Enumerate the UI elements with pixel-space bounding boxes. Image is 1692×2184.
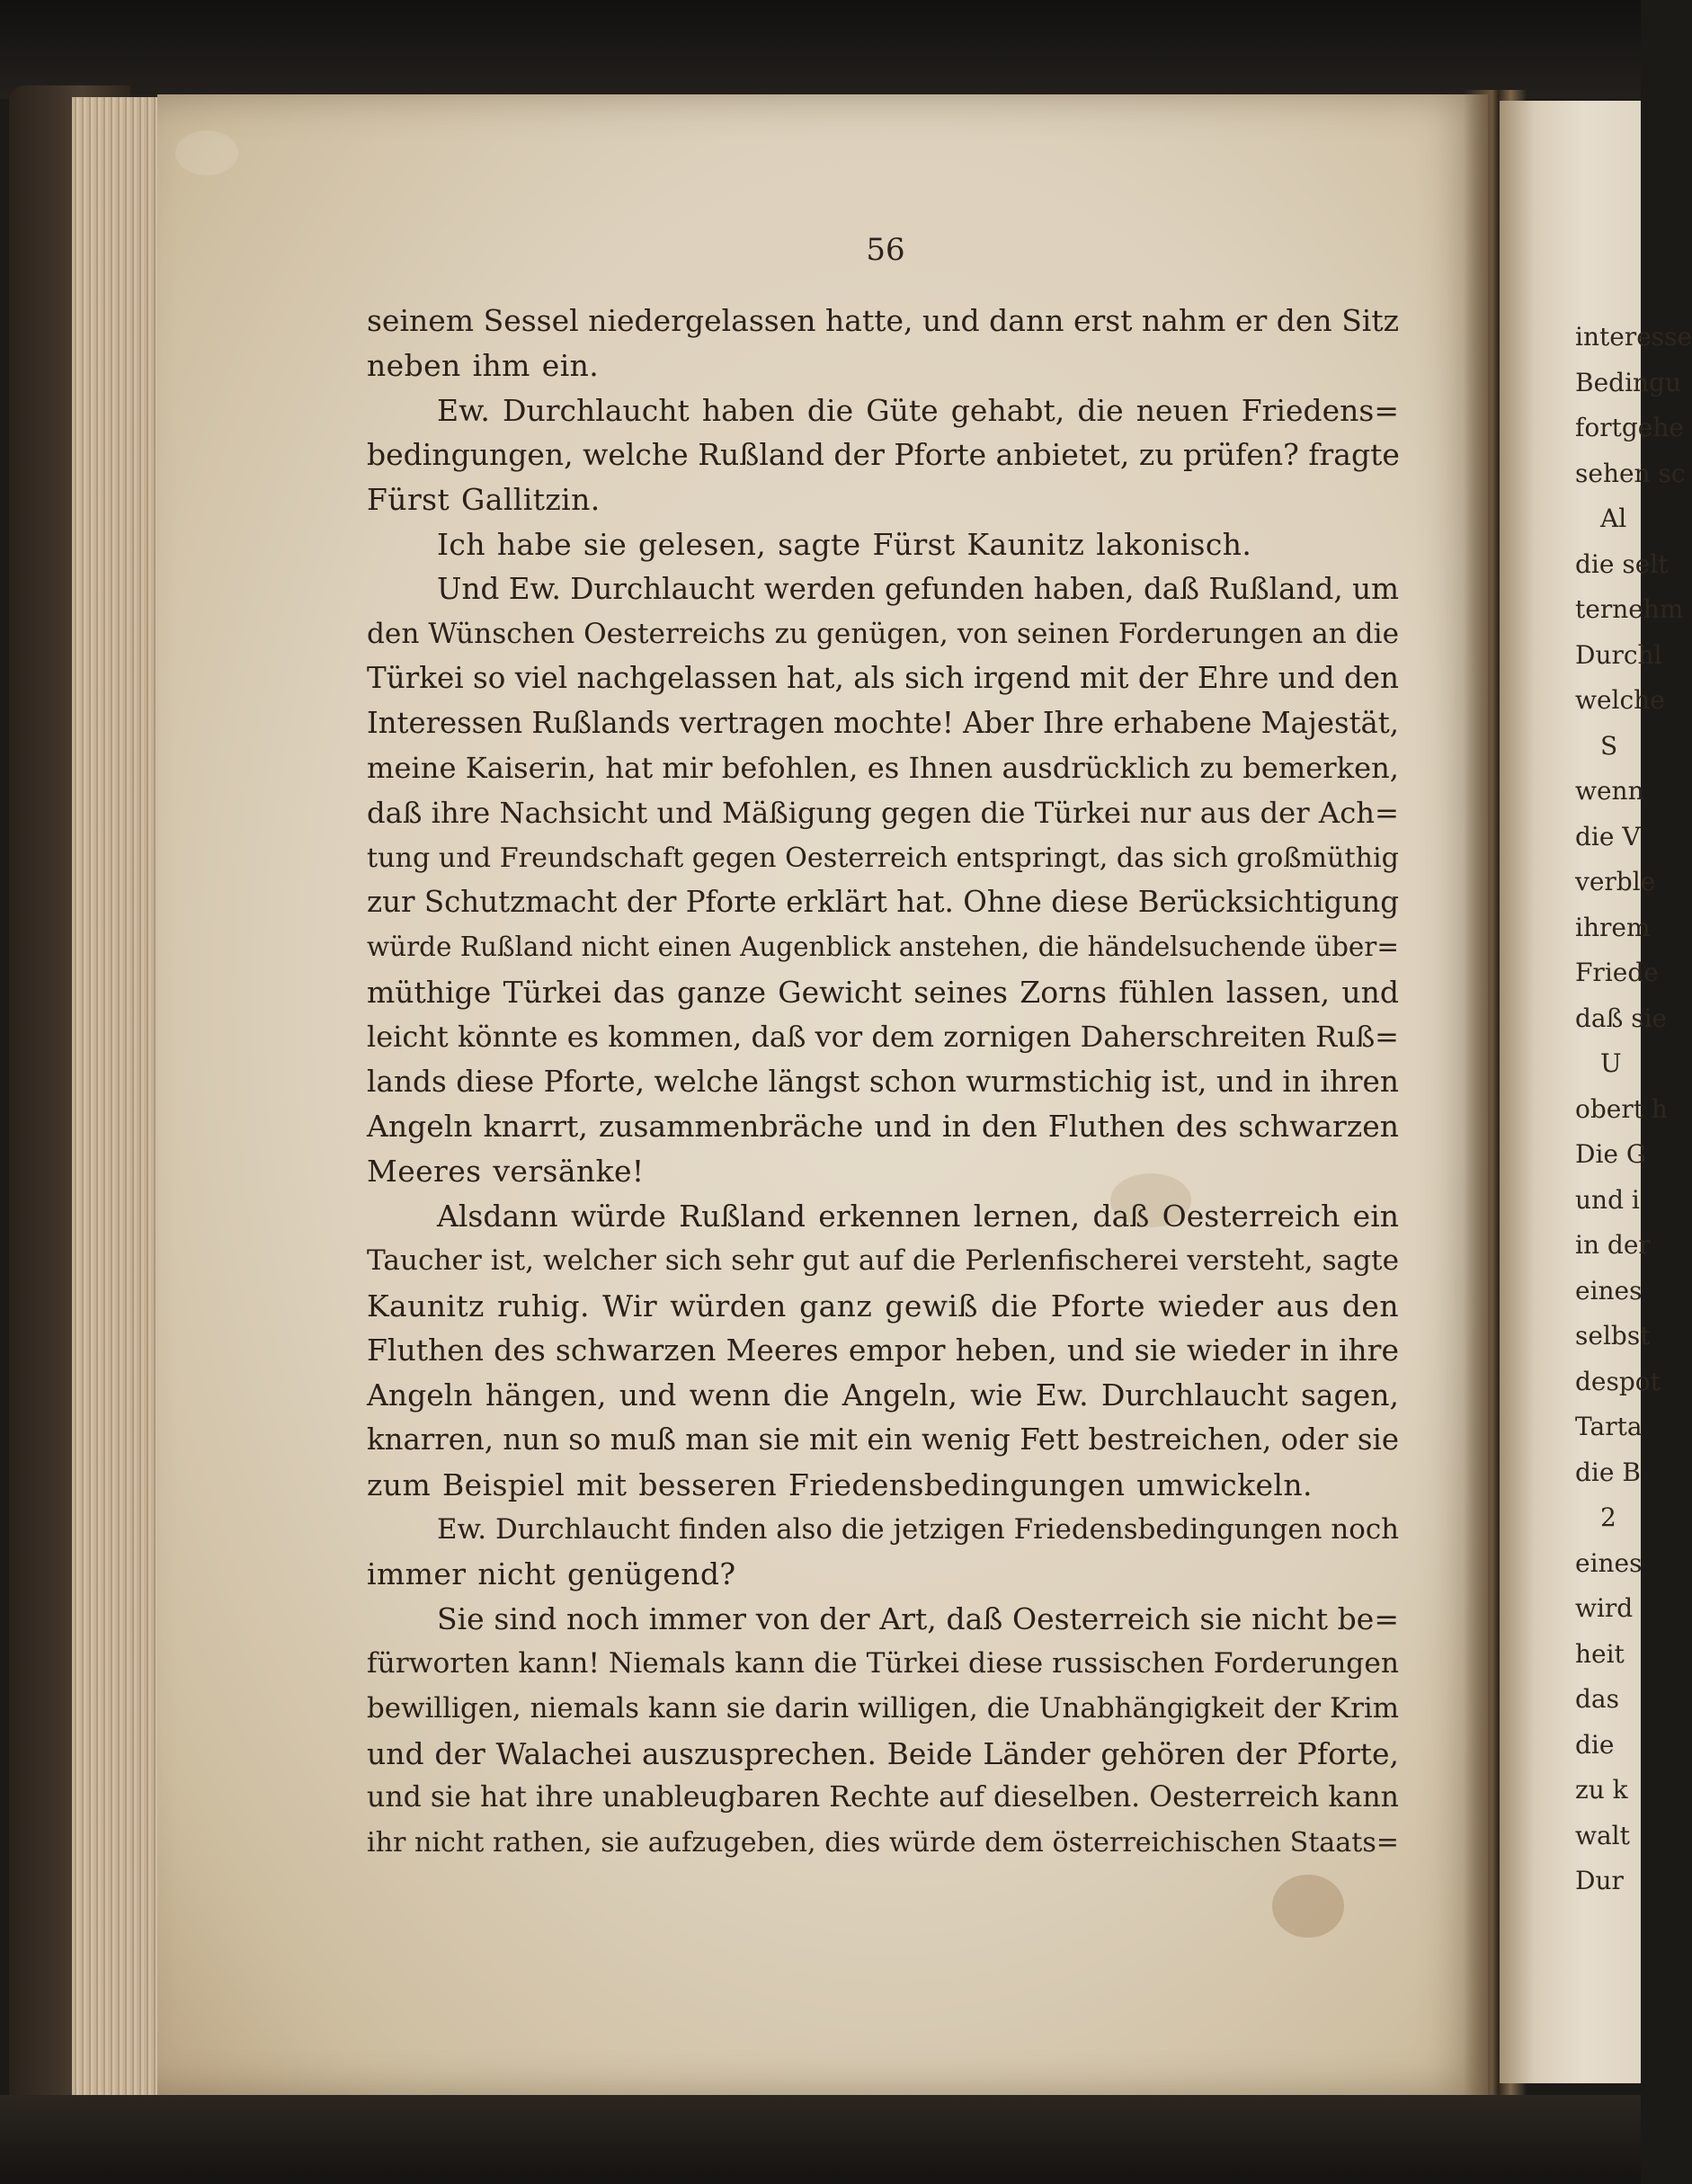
fragment-line: wird [1575,1593,1634,1623]
text-line: und sie hat ihre unableugbaren Rechte auf dieselben. Oesterreich kann [367,1781,1399,1814]
fragment-line: und i [1575,1184,1640,1215]
page-number: 56 [866,232,905,268]
text-line: Fluthen des schwarzen Meeres empor heben, und sie wieder in ihre [367,1333,1399,1368]
text-line: ihr nicht rathen, sie aufzugeben, dies würde dem österreichischen Staats= [367,1827,1399,1859]
text-line: Ich habe sie gelesen, sagte Fürst Kaunitz lakonisch. [437,526,1252,562]
fragment-line: eines [1575,1547,1643,1578]
text-line: zur Schutzmacht der Pforte erklärt hat. Ohne diese Berücksichtigung [367,885,1399,920]
fragment-line: wenn [1575,776,1644,806]
fragment-line: walt [1575,1820,1630,1850]
fragment-line: heit [1575,1638,1625,1669]
text-line: Ew. Durchlaucht finden also die jetzigen Friedensbedingungen noch [437,1512,1399,1546]
right-page-text-fragments [1575,315,1692,1904]
text-line: zum Beispiel mit besseren Friedensbedingungen umwickeln. [367,1466,1313,1502]
fragment-line: obert h [1575,1093,1668,1124]
fragment-line: das [1575,1684,1619,1714]
text-line: bedingungen, welche Rußland der Pforte anbietet, zu prüfen? fragte [367,437,1400,473]
fragment-line: Bedingu [1575,367,1682,397]
fragment-line: interesse [1575,322,1692,352]
text-line: immer nicht genügend? [367,1556,736,1592]
fragment-line: Tarta [1575,1412,1643,1441]
text-line: würde Rußland nicht einen Augenblick anstehen, die händelsuchende über= [367,932,1399,963]
text-line: müthige Türkei das ganze Gewicht seines Zorns fühlen lassen, und [367,974,1399,1010]
fragment-line: U [1600,1048,1622,1078]
text-line: den Wünschen Oesterreichs zu genügen, von seinen Forderungen an die [367,617,1399,650]
fragment-line: S [1600,730,1618,761]
text-line: Und Ew. Durchlaucht werden gefunden haben, daß Rußland, um [437,571,1399,606]
left-page-text [367,299,1399,1866]
text-line: neben ihm ein. [367,347,600,383]
fragment-line: welche [1575,685,1665,715]
fragment-line: die [1575,1729,1615,1760]
text-line: Angeln hängen, und wenn die Angeln, wie Ew. Durchlaucht sagen, [367,1377,1399,1413]
fragment-line: in der [1575,1230,1651,1260]
fragment-line: ternehm [1575,594,1684,624]
page-stack-edges [72,97,171,2098]
fragment-line: selbst [1575,1321,1651,1351]
fragment-line: fortgehe [1575,413,1684,442]
background-top [0,0,1641,99]
fragment-line: zu k [1575,1775,1628,1805]
background-bottom [0,2095,1641,2184]
paper-crease [175,130,238,175]
text-line: seinem Sessel niedergelassen hatte, und dann erst nahm er den Sitz [367,303,1399,338]
text-line: Kaunitz ruhig. Wir würden ganz gewiß die Pforte wieder aus den [367,1288,1399,1324]
text-line: Sie sind noch immer von der Art, daß Oesterreich sie nicht be= [437,1601,1399,1637]
text-line: Türkei so viel nachgelassen hat, als sich irgend mit der Ehre und den [367,661,1399,696]
text-line: bewilligen, niemals kann sie darin willigen, die Unabhängigkeit der Krim [367,1691,1399,1725]
fragment-line: Al [1600,504,1627,533]
fragment-line: Friede [1575,958,1659,987]
paper-stain [1272,1875,1344,1938]
text-line: Ew. Durchlaucht haben die Güte gehabt, die neuen Friedens= [437,392,1399,428]
fragment-line: die selt [1575,548,1669,579]
text-line: tung und Freundschaft gegen Oesterreich entspringt, das sich großmüthig [367,842,1399,874]
text-line: Alsdann würde Rußland erkennen lernen, daß Oesterreich ein [437,1198,1399,1234]
fragment-line: eines [1575,1275,1643,1306]
fragment-line: Durchl [1575,639,1662,670]
text-line: fürworten kann! Niemals kann die Türkei diese russischen Forderungen [367,1646,1399,1680]
fragment-line: verble [1575,867,1656,896]
fragment-line: die V [1575,821,1641,851]
text-line: daß ihre Nachsicht und Mäßigung gegen die Türkei nur aus der Ach= [367,795,1399,830]
text-line: leicht könnte es kommen, daß vor dem zornigen Daherschreiten Ruß= [367,1019,1399,1054]
fragment-line: Die G [1575,1139,1647,1169]
text-line: Fürst Gallitzin. [367,482,601,518]
text-line: meine Kaiserin, hat mir befohlen, es Ihnen ausdrücklich zu bemerken, [367,750,1399,785]
fragment-line: die B [1575,1457,1641,1487]
fragment-line: sehen sc [1575,458,1686,488]
text-line: und der Walachei auszusprechen. Beide Länder gehören der Pforte, [367,1735,1399,1771]
fragment-line: despot [1575,1366,1661,1396]
text-line: knarren, nun so muß man sie mit ein wenig Fett bestreichen, oder sie [367,1422,1399,1457]
fragment-line: Dur [1575,1866,1624,1895]
text-line: lands diese Pforte, welche längst schon wurmstichig ist, und in ihren [367,1064,1399,1099]
fragment-line: daß sie [1575,1003,1668,1033]
fragment-line: 2 [1600,1502,1616,1532]
text-line: Meeres versänke! [367,1154,645,1190]
text-line: Angeln knarrt, zusammenbräche und in den Fluthen des schwarzen [367,1109,1399,1145]
text-line: Interessen Rußlands vertragen mochte! Aber Ihre erhabene Majestät, [367,706,1399,741]
fragment-line: ihrem [1575,912,1651,942]
text-line: Taucher ist, welcher sich sehr gut auf die Perlenfischerei versteht, sagte [367,1244,1399,1277]
